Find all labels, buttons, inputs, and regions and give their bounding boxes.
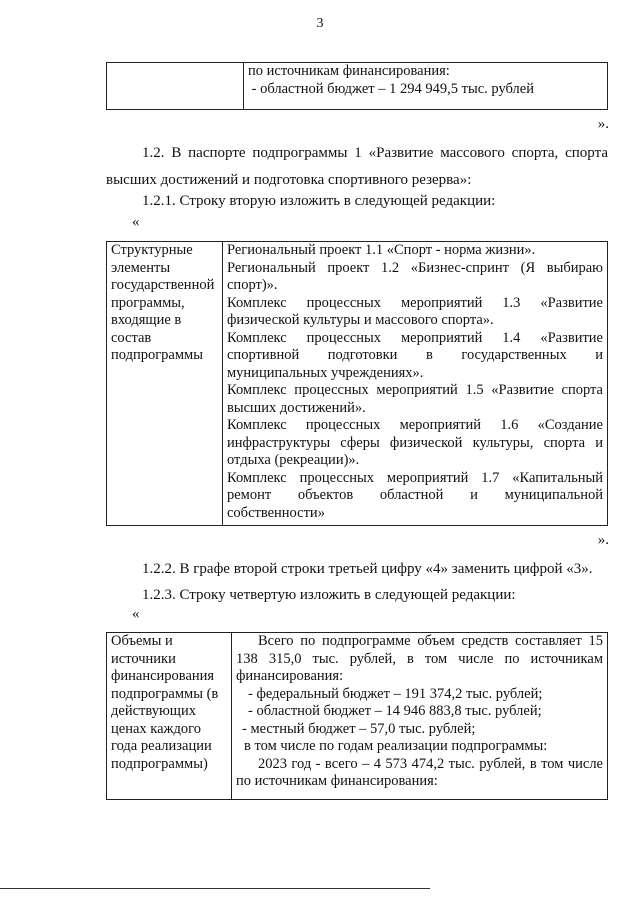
funding-line: - областной бюджет – 1 294 949,5 тыс. рублей <box>248 80 534 97</box>
opening-quote: « <box>132 214 140 230</box>
table-label-cell: Структурные элементы государственной программы, входящие в состав подпрограммы <box>107 242 223 526</box>
funding-line: - федеральный бюджет – 191 374,2 тыс. рублей; <box>248 685 543 702</box>
closing-quote: ». <box>597 116 609 132</box>
list-item: Комплекс процессных мероприятий 1.7 «Капитальный ремонт объектов областной и муниципальной собственности» <box>227 469 603 521</box>
funding-line: - местный бюджет – 57,0 тыс. рублей; <box>242 720 476 737</box>
table-content-cell <box>232 633 608 800</box>
paragraph-1-2-3: 1.2.3. Строку четвертую изложить в следующей редакции: <box>142 587 516 603</box>
list-item: Комплекс процессных мероприятий 1.4 «Развитие спортивной подготовки в государственных и муниципальных учреждениях». <box>227 329 603 381</box>
list-item: Региональный проект 1.2 «Бизнес-спринт (Я выбираю спорт)». <box>227 259 603 293</box>
list-item: Комплекс процессных мероприятий 1.6 «Создание инфраструктуры сферы физической культуры, спорта и отдыха (рекреации)». <box>227 417 603 468</box>
funding-volume-table <box>106 632 608 800</box>
paragraph-1-2-1: 1.2.1. Строку вторую изложить в следующей редакции: <box>142 193 496 209</box>
funding-line: 2023 год - всего – 4 573 474,2 тыс. рублей, в том числе по источникам финансирования: <box>236 755 603 789</box>
paragraph-1-2-2: 1.2.2. В графе второй строки третьей цифру «4» заменить цифрой «3». <box>142 561 593 577</box>
table-label-cell: Объемы и источники финансирования подпрограммы (в действующих ценах каждого года реализации подпрограммы) <box>107 633 232 800</box>
table-content-cell <box>223 242 608 526</box>
table-cell-funding <box>244 63 608 110</box>
page-number: 3 <box>316 16 324 31</box>
paragraph-1-2: 1.2. В паспорте подпрограммы 1 «Развитие массового спорта, спорта высших достижений и подготовка спортивного резерва»: <box>106 145 608 188</box>
funding-line: в том числе по годам реализации подпрограммы: <box>244 738 548 754</box>
closing-quote: ». <box>597 532 609 548</box>
list-item: Комплекс процессных мероприятий 1.5 «Развитие спорта высших достижений». <box>227 382 603 416</box>
funding-line: по источникам финансирования: <box>248 63 450 79</box>
funding-line: Всего по подпрограмме объем средств составляет 15 138 315,0 тыс. рублей, в том числе по источникам финансирования: <box>236 633 603 684</box>
funding-table-fragment <box>106 62 608 110</box>
list-item: Региональный проект 1.1 «Спорт - норма жизни». <box>227 242 536 258</box>
funding-line: - областной бюджет – 14 946 883,8 тыс. рублей; <box>248 703 542 719</box>
opening-quote: « <box>132 606 140 622</box>
structural-elements-table <box>106 241 608 526</box>
list-item: Комплекс процессных мероприятий 1.3 «Развитие физической культуры и массового спорта». <box>227 294 603 328</box>
table-cell-empty <box>107 63 244 110</box>
footer-divider <box>0 888 430 889</box>
